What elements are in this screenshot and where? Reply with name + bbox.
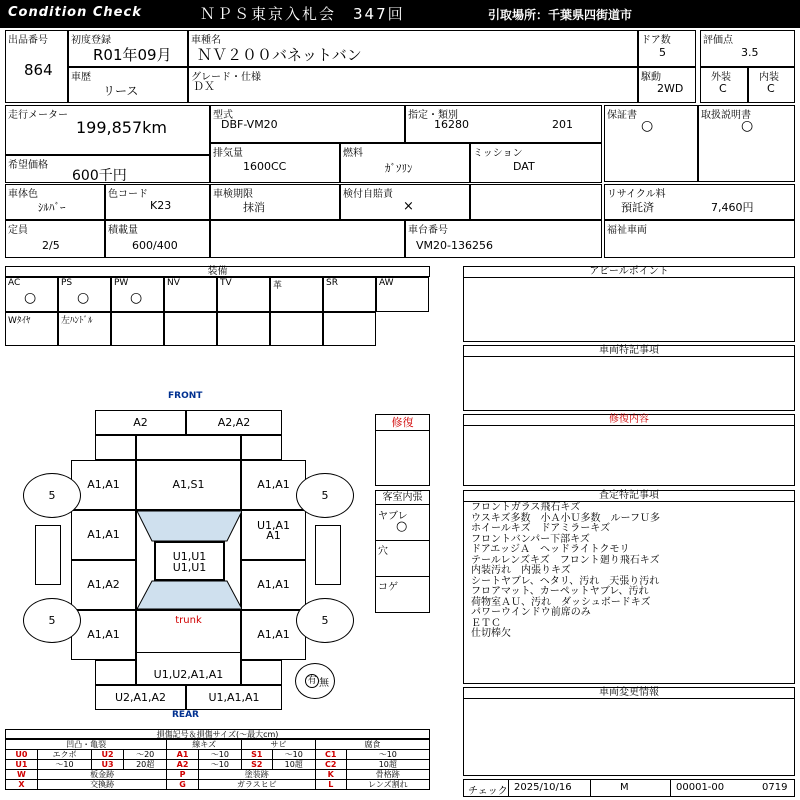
tire-rear-left[interactable] bbox=[23, 598, 81, 643]
legend-code: 〜10 bbox=[198, 750, 241, 760]
cabin-box bbox=[375, 490, 430, 613]
warranty-box bbox=[604, 105, 698, 182]
inspection-notes-list bbox=[471, 503, 660, 640]
first-registration: R01年09月 bbox=[93, 46, 172, 64]
inspection-notes-title: 査定特記事項 bbox=[464, 491, 794, 502]
chassis-number: VM20-136256 bbox=[416, 239, 493, 252]
color-code-label: 色コード bbox=[108, 189, 148, 200]
recycle-fee: 7,460円 bbox=[711, 201, 754, 214]
legend-code: U2 bbox=[92, 750, 124, 760]
fuel: ｶﾞｿﾘﾝ bbox=[385, 162, 413, 175]
recycle-status: 預託済 bbox=[621, 201, 654, 214]
appeal-title: アピールポイント bbox=[464, 267, 794, 278]
mileage-label: 走行メーター bbox=[8, 110, 68, 121]
legend-code: 〜10 bbox=[346, 750, 429, 760]
history-box bbox=[68, 67, 188, 103]
color-code: K23 bbox=[150, 199, 172, 212]
koge-label: コゲ bbox=[378, 582, 398, 593]
liability-box bbox=[340, 184, 470, 220]
interior-grade: C bbox=[767, 82, 775, 95]
equipment-section bbox=[5, 266, 430, 346]
legend-code: 〜20 bbox=[124, 750, 167, 760]
equipment-extra-label: Wﾀｲﾔ bbox=[8, 316, 31, 326]
trunk-label: trunk bbox=[175, 615, 202, 626]
equipment-label: TV bbox=[220, 278, 232, 288]
rear-label: REAR bbox=[172, 710, 199, 720]
legend-code: 10超 bbox=[272, 760, 315, 770]
legend-group: 線キズ bbox=[167, 740, 242, 750]
panel-rear-left[interactable] bbox=[95, 685, 186, 710]
equipment-label: AC bbox=[8, 278, 21, 288]
grade-label: グレード・仕様 bbox=[191, 72, 261, 83]
equipment-mark: ○ bbox=[130, 290, 143, 306]
cabin-area bbox=[136, 510, 241, 610]
fuel-box bbox=[340, 143, 470, 183]
equipment-5[interactable] bbox=[217, 277, 270, 312]
load-capacity: 600/400 bbox=[132, 239, 178, 252]
panel-hood-text: A1,S1 bbox=[172, 478, 205, 491]
manual-mark: ○ bbox=[741, 118, 754, 134]
equipment-label: PS bbox=[61, 278, 73, 288]
legend-code: L bbox=[315, 780, 346, 790]
legend-code: A2 bbox=[167, 760, 198, 770]
inspection-note: ウスキズ多数 小Ａ小Ｕ多数 ルーフＵ多 bbox=[471, 512, 660, 524]
grade: ＤＸ bbox=[193, 80, 215, 93]
drive-label: 駆動 bbox=[641, 72, 661, 83]
legend-code: 〜10 bbox=[37, 760, 91, 770]
displacement: 1600CC bbox=[243, 160, 287, 173]
inspection-note: 内装汚れ 内張りキズ bbox=[471, 565, 571, 576]
displacement-box bbox=[210, 143, 340, 183]
legend-code: 骨格跡 bbox=[346, 770, 429, 780]
equipment-label: AW bbox=[379, 278, 394, 288]
drive: 2WD bbox=[657, 82, 684, 95]
equipment-7[interactable] bbox=[323, 277, 376, 312]
panel-front-left-corner bbox=[95, 435, 136, 460]
blank-box bbox=[470, 184, 602, 220]
equipment-2[interactable] bbox=[58, 277, 111, 312]
model-name: ＮＶ２００バネットバン bbox=[197, 46, 362, 64]
legend-group: 腐食 bbox=[315, 740, 429, 750]
warranty-mark: ○ bbox=[641, 118, 654, 134]
tire-front-right[interactable] bbox=[296, 473, 354, 518]
desired-price: 600千円 bbox=[72, 168, 127, 184]
equipment-4[interactable] bbox=[164, 277, 217, 312]
ana-label: 穴 bbox=[378, 546, 388, 557]
capacity-box bbox=[5, 220, 105, 258]
inspection-note: シートヤブレ、ヘタリ、汚れ 天張り汚れ bbox=[471, 575, 660, 587]
legend-code: U3 bbox=[92, 760, 124, 770]
panel-rear-left-text: U2,A1,A2 bbox=[114, 691, 167, 704]
panel-front-right[interactable] bbox=[186, 410, 282, 435]
special-notes-title: 車両特記事項 bbox=[464, 346, 794, 357]
tire-rear-right-value: 5 bbox=[321, 614, 329, 627]
panel-rear-left-corner bbox=[95, 660, 136, 685]
grade-box bbox=[188, 67, 638, 103]
chassis-box bbox=[405, 220, 602, 258]
panel-front-left-text: A2 bbox=[133, 416, 148, 429]
score-box bbox=[700, 30, 795, 67]
spare-no-mark: 無 bbox=[319, 678, 329, 689]
equipment-8[interactable] bbox=[376, 277, 429, 312]
check-date: 2025/10/16 bbox=[514, 782, 572, 793]
footer-bar bbox=[463, 779, 795, 797]
tire-front-left[interactable] bbox=[23, 473, 81, 518]
cabin-title: 客室内張 bbox=[376, 491, 429, 505]
welfare-box bbox=[604, 220, 795, 258]
check-code-3: 0719 bbox=[762, 782, 788, 793]
equipment-6[interactable] bbox=[270, 277, 323, 312]
legend-code: 〜10 bbox=[272, 750, 315, 760]
change-info-title: 車両変更情報 bbox=[464, 688, 794, 699]
check-code-1: M bbox=[620, 782, 629, 793]
panel-front-door-left-text: A1,A1 bbox=[87, 528, 120, 541]
inspection-note: テールレンズキズ フロント廻り飛石キズ bbox=[471, 554, 660, 566]
manual-label: 取扱説明書 bbox=[701, 110, 751, 121]
equipment-extra-label: 左ﾊﾝﾄﾞﾙ bbox=[61, 316, 93, 326]
body-color-box bbox=[5, 184, 105, 220]
panel-front-right-text: A2,A2 bbox=[217, 416, 251, 429]
legend-code: U0 bbox=[6, 750, 38, 760]
interior-box bbox=[748, 67, 795, 103]
history-label: 車歴 bbox=[71, 72, 91, 83]
equipment-label: PW bbox=[114, 278, 129, 288]
panel-rear-right[interactable] bbox=[186, 685, 282, 710]
body-color-label: 車体色 bbox=[8, 189, 38, 200]
panel-rear-door-right-text: A1,A1 bbox=[257, 578, 290, 591]
legend-code: S1 bbox=[242, 750, 273, 760]
price-box bbox=[5, 155, 210, 183]
panel-rear-bumper-text: U1,U2,A1,A1 bbox=[153, 668, 224, 681]
category-number: 201 bbox=[552, 118, 573, 131]
inspection-notes-section bbox=[463, 490, 795, 684]
yabure-label: ヤブレ bbox=[378, 511, 408, 522]
equipment-extra-2[interactable] bbox=[58, 312, 111, 346]
spare-tire bbox=[295, 663, 335, 699]
blank-box-2 bbox=[210, 220, 405, 258]
equipment-extra-3[interactable] bbox=[111, 312, 164, 346]
model-name-box bbox=[188, 30, 638, 67]
inspection-note: フロアマット、カーペットヤブレ、汚れ bbox=[471, 586, 649, 597]
liability-mark: × bbox=[403, 199, 414, 214]
panel-quarter-left-text: A1,A1 bbox=[87, 628, 120, 641]
designation-number: 16280 bbox=[434, 118, 469, 131]
color-code-box bbox=[105, 184, 210, 220]
panel-rear-door-left[interactable] bbox=[71, 560, 136, 610]
liability-label: 検付自賠責 bbox=[343, 189, 393, 200]
interior-label: 内装 bbox=[759, 72, 779, 83]
check-code-2: 00001-00 bbox=[676, 782, 725, 793]
inspection-note: パワーウインドウ前席のみ bbox=[471, 607, 591, 618]
manual-box bbox=[698, 105, 795, 182]
score-label: 評価点 bbox=[703, 35, 733, 46]
equipment-extra-6[interactable] bbox=[270, 312, 323, 346]
header-bar bbox=[0, 0, 800, 28]
inspection-note: 仕切棒欠 bbox=[471, 628, 511, 639]
panel-rear-right-text: U1,A1,A1 bbox=[208, 691, 260, 704]
doors-label: ドア数 bbox=[641, 35, 671, 46]
inspection-expiry-box bbox=[210, 184, 340, 220]
repair-content-section bbox=[463, 414, 795, 486]
legend-code: 交換跡 bbox=[37, 780, 166, 790]
legend-code: C2 bbox=[315, 760, 346, 770]
panel-front-center bbox=[136, 435, 241, 460]
mileage: 199,857km bbox=[76, 118, 168, 137]
inspection-expiry-label: 車検期限 bbox=[213, 189, 253, 200]
car-diagram bbox=[0, 380, 375, 725]
capacity: 2/5 bbox=[42, 239, 60, 252]
legend-group: サビ bbox=[242, 740, 316, 750]
panel-front-right-corner bbox=[241, 435, 282, 460]
equipment-mark: ○ bbox=[77, 290, 90, 306]
panel-front-left[interactable] bbox=[95, 410, 186, 435]
chassis-label: 車台番号 bbox=[408, 225, 448, 236]
panel-rear-door-left-text: A1,A2 bbox=[87, 578, 120, 591]
change-info-section bbox=[463, 687, 795, 776]
yabure-mark: ○ bbox=[396, 519, 408, 534]
inspection-note: フロントバンパー下部キズ bbox=[471, 533, 590, 545]
tire-front-right-value: 5 bbox=[321, 489, 329, 502]
legend-group: 凹凸・亀裂 bbox=[6, 740, 167, 750]
legend-code: C1 bbox=[315, 750, 346, 760]
mirror-left bbox=[35, 525, 61, 585]
inspection-note: ホイールキズ ドアミラーキズ bbox=[471, 523, 611, 534]
model-code-label: 型式 bbox=[213, 110, 233, 121]
score: 3.5 bbox=[741, 46, 759, 59]
form-title: Condition Check bbox=[8, 5, 142, 20]
panel-rear-door-right[interactable] bbox=[241, 560, 306, 610]
body-color: ｼﾙﾊﾞｰ bbox=[38, 201, 66, 214]
repair-content-title: 修復内容 bbox=[464, 415, 794, 426]
legend-code: K bbox=[315, 770, 346, 780]
equipment-extra-5[interactable] bbox=[217, 312, 270, 346]
doors: 5 bbox=[659, 46, 666, 59]
legend-code: ガラスヒビ bbox=[198, 780, 315, 790]
load-box bbox=[105, 220, 210, 258]
legend-code: 〜10 bbox=[198, 760, 241, 770]
model-code: DBF-VM20 bbox=[221, 118, 278, 131]
repair-box bbox=[375, 414, 430, 486]
legend-code: レンズ割れ bbox=[346, 780, 429, 790]
auction-title: ＮＰＳ東京入札会 347回 bbox=[200, 5, 405, 23]
panel-hood[interactable] bbox=[136, 460, 241, 510]
check-label: チェック bbox=[468, 786, 508, 797]
front-label: FRONT bbox=[168, 391, 203, 401]
designation-label: 指定・類別 bbox=[408, 110, 458, 121]
lot-number-label: 出品番号 bbox=[8, 35, 48, 46]
legend-code: X bbox=[6, 780, 38, 790]
panel-front-door-right-text: U1,A1 A1 bbox=[256, 519, 291, 542]
first-registration-label: 初度登録 bbox=[71, 35, 111, 46]
panel-roof-text: U1,U1 U1,U1 bbox=[172, 550, 207, 574]
panel-front-door-right[interactable] bbox=[241, 510, 306, 560]
exterior-label: 外装 bbox=[711, 72, 731, 83]
special-notes-section bbox=[463, 345, 795, 411]
legend-title: 損傷記号＆損傷サイズ(〜最大cm) bbox=[5, 729, 430, 739]
equipment-mark: ○ bbox=[24, 290, 37, 306]
panel-rear-right-corner bbox=[241, 660, 282, 685]
inspection-note: ＥＴＣ bbox=[471, 617, 501, 629]
first-registration-box bbox=[68, 30, 188, 67]
legend-code: S2 bbox=[242, 760, 273, 770]
mileage-box bbox=[5, 105, 210, 155]
equipment-label: 革 bbox=[273, 281, 283, 291]
appeal-section bbox=[463, 266, 795, 342]
exterior-grade: C bbox=[719, 82, 727, 95]
inspection-note: ドアエッジＡ ヘッドライトクモリ bbox=[471, 544, 630, 555]
legend-code: G bbox=[167, 780, 198, 790]
welfare-label: 福祉車両 bbox=[607, 225, 647, 236]
equipment-extra-4[interactable] bbox=[164, 312, 217, 346]
recycle-label: リサイクル料 bbox=[607, 189, 666, 200]
legend-code: エクボ bbox=[37, 750, 91, 760]
panel-quarter-right-text: A1,A1 bbox=[257, 628, 290, 641]
panel-fender-right[interactable] bbox=[241, 460, 306, 510]
tire-rear-left-value: 5 bbox=[48, 614, 56, 627]
legend-code: 10超 bbox=[346, 760, 429, 770]
legend-code: U1 bbox=[6, 760, 38, 770]
panel-fender-left-text: A1,A1 bbox=[87, 478, 120, 491]
equipment-extra-1[interactable] bbox=[5, 312, 58, 346]
equipment-extra-7[interactable] bbox=[323, 312, 376, 346]
exterior-box bbox=[700, 67, 748, 103]
legend-code: P bbox=[167, 770, 198, 780]
pickup-location: 引取場所：千葉県四街道市 bbox=[488, 8, 633, 22]
lot-number: 864 bbox=[24, 61, 53, 79]
mirror-right bbox=[315, 525, 341, 585]
tire-rear-right[interactable] bbox=[296, 598, 354, 643]
model-code-box bbox=[210, 105, 405, 143]
drive-box bbox=[638, 67, 696, 103]
inspection-note: フロントガラス飛石キズ bbox=[471, 502, 581, 513]
spare-yes-mark: 有 bbox=[305, 674, 319, 688]
mission: DAT bbox=[513, 160, 535, 173]
mission-label: ミッション bbox=[473, 148, 523, 159]
warranty-label: 保証書 bbox=[607, 110, 637, 121]
equipment-3[interactable] bbox=[111, 277, 164, 312]
fuel-label: 燃料 bbox=[343, 148, 363, 159]
legend-code: 板金跡 bbox=[37, 770, 166, 780]
price-label: 希望価格 bbox=[8, 160, 48, 171]
tire-front-left-value: 5 bbox=[48, 489, 56, 502]
legend-code: A1 bbox=[167, 750, 198, 760]
equipment-label: NV bbox=[167, 278, 180, 288]
displacement-label: 排気量 bbox=[213, 148, 243, 159]
panel-roof[interactable] bbox=[154, 541, 225, 581]
model-name-label: 車種名 bbox=[191, 35, 221, 46]
legend-code: W bbox=[6, 770, 38, 780]
recycle-box bbox=[604, 184, 795, 220]
equipment-title: 装備 bbox=[5, 266, 430, 277]
panel-fender-left[interactable] bbox=[71, 460, 136, 510]
lot-number-box bbox=[5, 30, 68, 103]
equipment-1[interactable] bbox=[5, 277, 58, 312]
damage-legend bbox=[5, 729, 430, 797]
equipment-label: SR bbox=[326, 278, 338, 288]
repair-title: 修復 bbox=[376, 415, 429, 431]
legend-code: 20超 bbox=[124, 760, 167, 770]
panel-fender-right-text: A1,A1 bbox=[257, 478, 290, 491]
inspection-expiry: 抹消 bbox=[243, 201, 265, 214]
inspection-note: 荷物室ＡＵ、汚れ ダッシュボードキズ bbox=[471, 596, 651, 608]
panel-rear-bumper-center[interactable] bbox=[136, 652, 241, 685]
designation-box bbox=[405, 105, 602, 143]
legend-code: 塗装跡 bbox=[198, 770, 315, 780]
mission-box bbox=[470, 143, 602, 183]
history: リース bbox=[103, 84, 139, 98]
doors-box bbox=[638, 30, 696, 67]
capacity-label: 定員 bbox=[8, 225, 28, 236]
load-label: 積載量 bbox=[108, 225, 138, 236]
panel-front-door-left[interactable] bbox=[71, 510, 136, 560]
legend-table bbox=[5, 739, 430, 790]
